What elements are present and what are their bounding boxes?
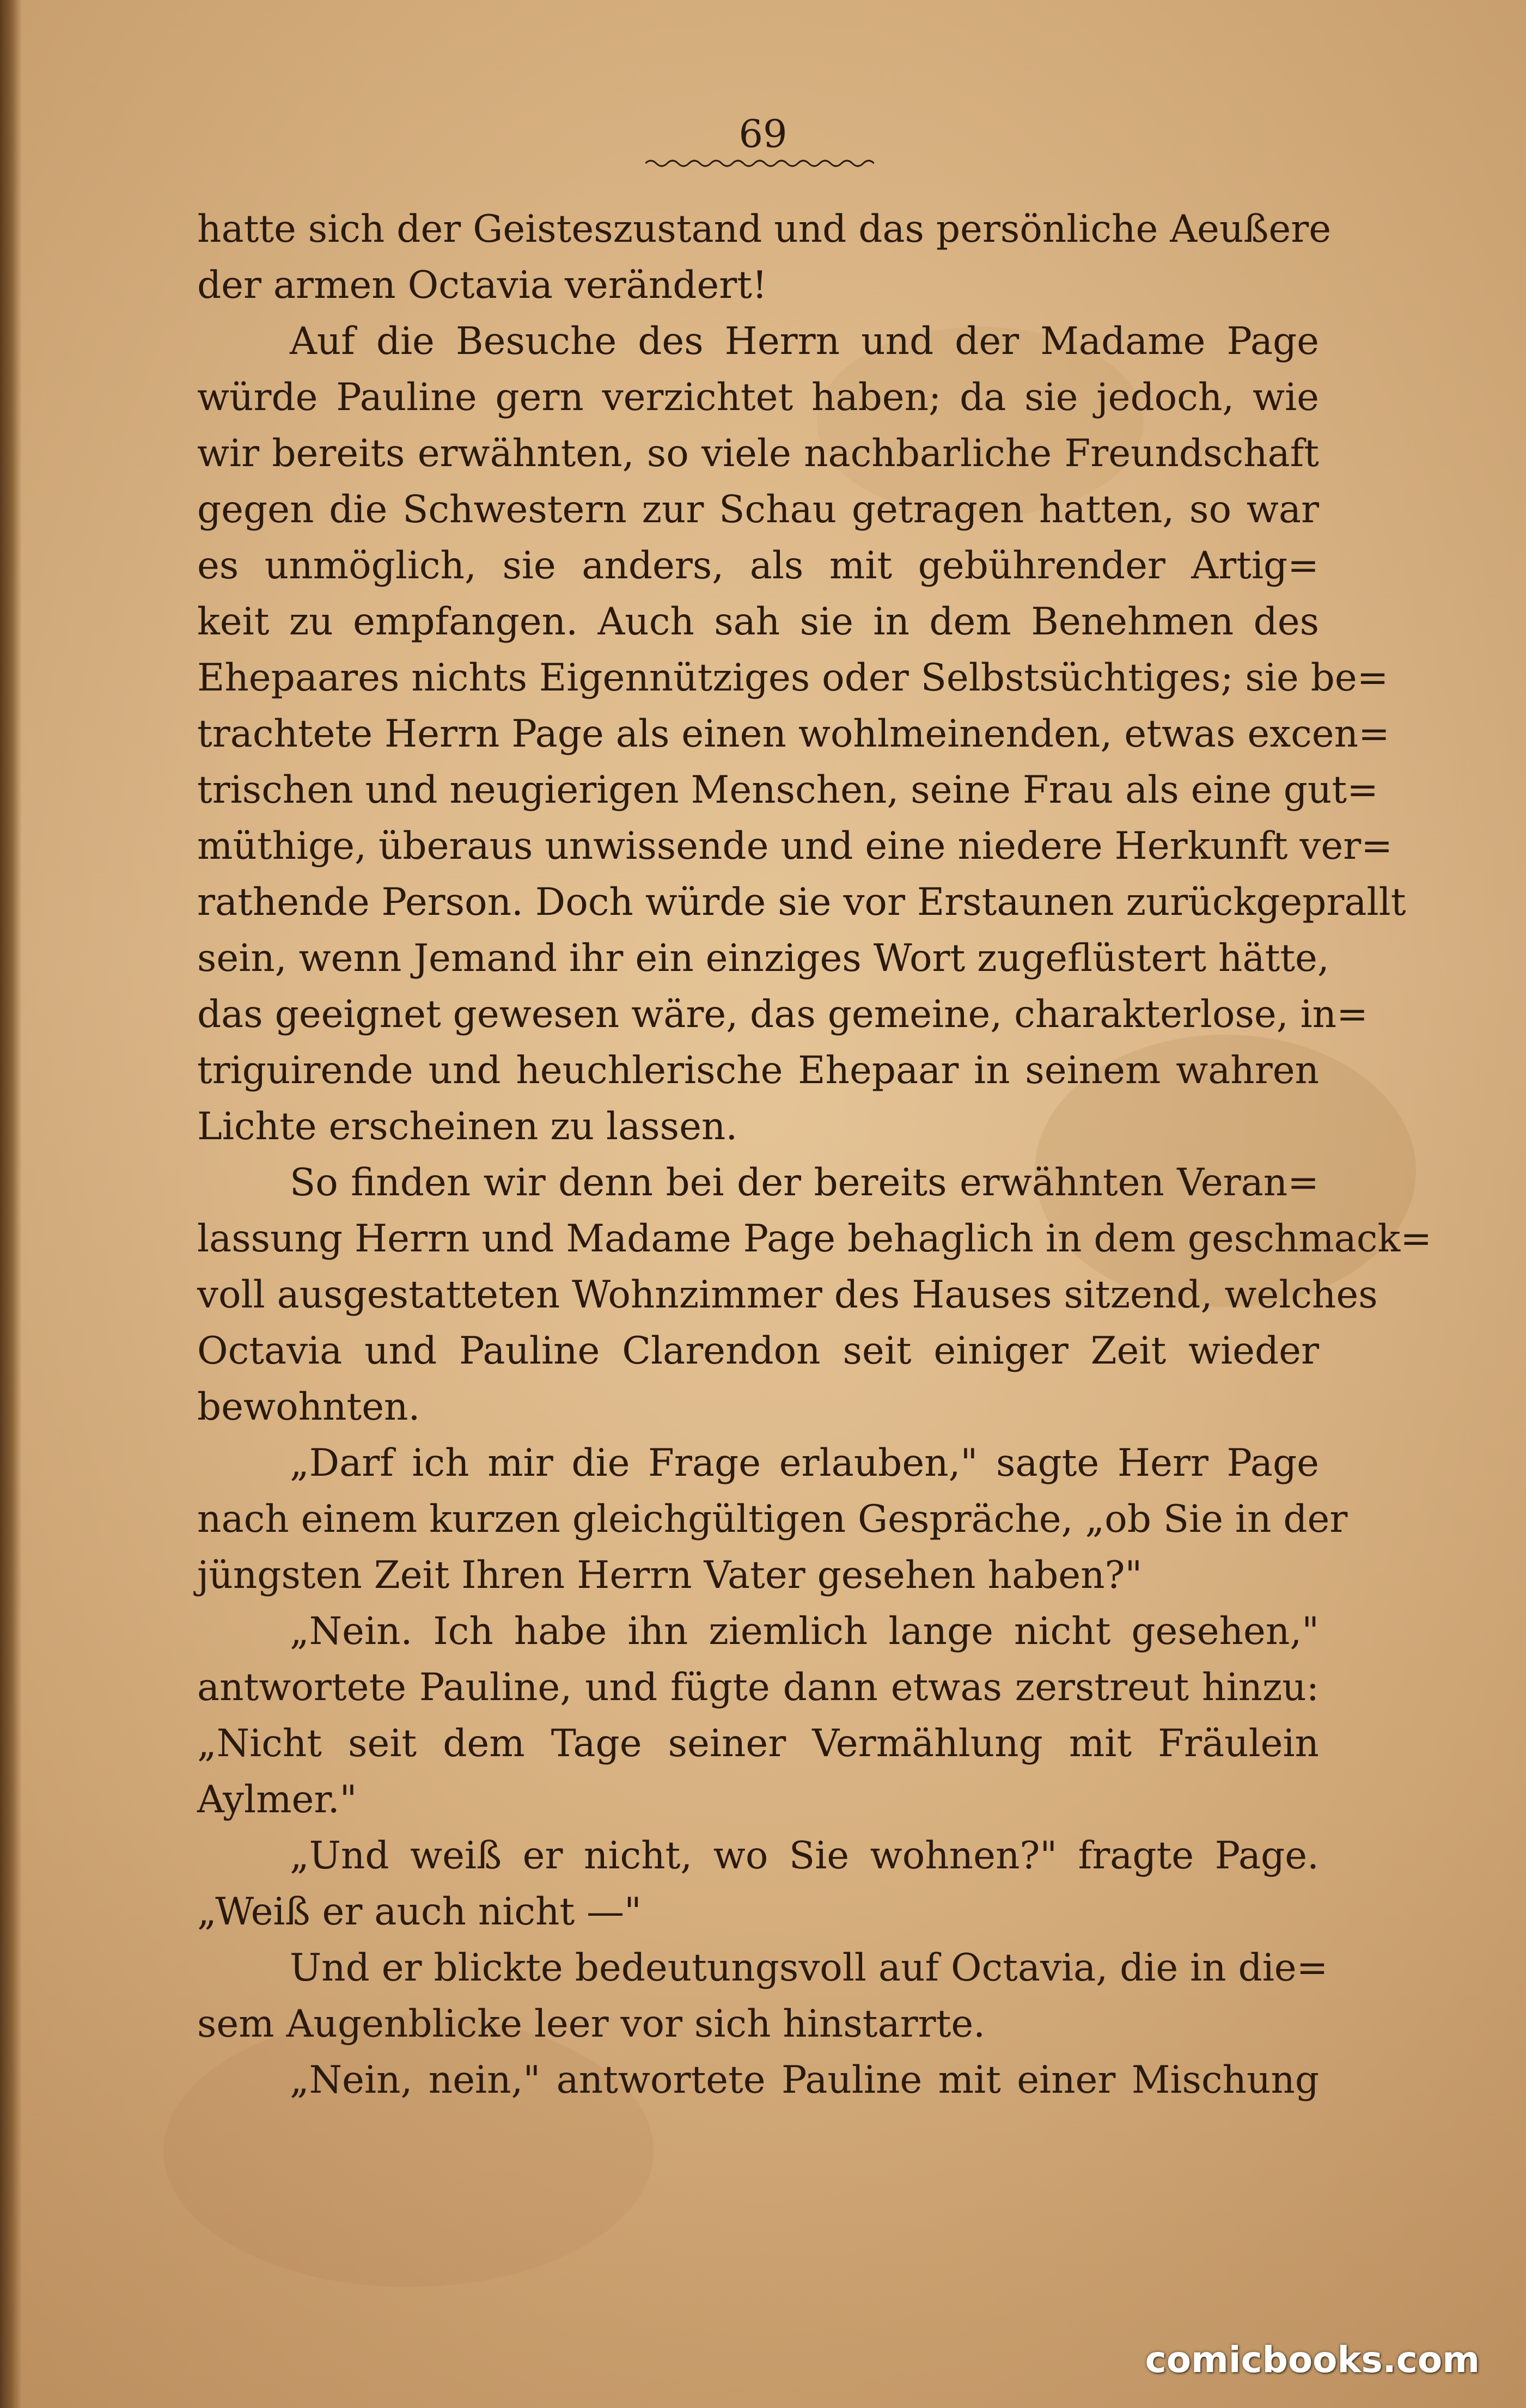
text-line: jüngsten Zeit Ihren Herrn Vater gesehen haben?" bbox=[197, 1554, 1143, 1597]
text-line: antwortete Pauline, und fügte dann etwas zerstreut hinzu: bbox=[197, 1666, 1319, 1709]
text-line: bewohnten. bbox=[197, 1385, 420, 1429]
text-line: Aylmer." bbox=[197, 1778, 357, 1822]
text-line: nach einem kurzen gleichgültigen Gespräche, „ob Sie in der bbox=[197, 1498, 1348, 1541]
text-line: triguirende und heuchlerische Ehepaar in seinem wahren bbox=[197, 1049, 1319, 1092]
text-line: „Weiß er auch nicht —" bbox=[197, 1890, 642, 1934]
text-line: trischen und neugierigen Menschen, seine Frau als eine gut= bbox=[197, 768, 1378, 812]
site-watermark: comicbooks.com bbox=[1145, 2339, 1480, 2381]
body-text bbox=[197, 201, 1432, 2108]
text-line: hatte sich der Geisteszustand und das persönliche Aeußere bbox=[197, 207, 1332, 251]
text-line: „Nicht seit dem Tage seiner Vermählung mit Fräulein bbox=[197, 1722, 1319, 1765]
text-line: lassung Herrn und Madame Page behaglich in dem geschmack= bbox=[197, 1217, 1432, 1261]
text-line: sein, wenn Jemand ihr ein einziges Wort zugeflüstert hätte, bbox=[197, 937, 1329, 980]
text-line: „Nein, nein," antwortete Pauline mit einer Mischung bbox=[290, 2058, 1319, 2102]
text-line: gegen die Schwestern zur Schau getragen hatten, so war bbox=[197, 488, 1319, 531]
page-left-edge-shadow bbox=[0, 0, 22, 2408]
wavy-rule-ornament bbox=[645, 155, 874, 172]
text-line: Auf die Besuche des Herrn und der Madame Page bbox=[290, 320, 1319, 363]
text-line: der armen Octavia verändert! bbox=[197, 264, 767, 307]
text-line: Und er blickte bedeutungsvoll auf Octavia, die in die= bbox=[290, 1946, 1328, 1990]
text-line: das geeignet gewesen wäre, das gemeine, charakterlose, in= bbox=[197, 993, 1368, 1036]
text-line: trachtete Herrn Page als einen wohlmeinenden, etwas excen= bbox=[197, 712, 1390, 756]
text-line: keit zu empfangen. Auch sah sie in dem Benehmen des bbox=[197, 600, 1319, 644]
text-line: „Darf ich mir die Frage erlauben," sagte Herr Page bbox=[290, 1441, 1319, 1485]
text-line: voll ausgestatteten Wohnzimmer des Hauses sitzend, welches bbox=[197, 1273, 1378, 1317]
text-line: Octavia und Pauline Clarendon seit einiger Zeit wieder bbox=[197, 1329, 1319, 1373]
text-line: Lichte erscheinen zu lassen. bbox=[197, 1105, 738, 1148]
text-line: „Nein. Ich habe ihn ziemlich lange nicht gesehen," bbox=[290, 1610, 1319, 1653]
text-line: Ehepaares nichts Eigennütziges oder Selbstsüchtiges; sie be= bbox=[197, 656, 1389, 700]
text-line: So finden wir denn bei der bereits erwähnten Veran= bbox=[290, 1161, 1319, 1205]
text-line: es unmöglich, sie anders, als mit gebührender Artig= bbox=[197, 544, 1319, 588]
text-line: müthige, überaus unwissende und eine niedere Herkunft ver= bbox=[197, 824, 1393, 868]
text-line: wir bereits erwähnten, so viele nachbarliche Freundschaft bbox=[197, 432, 1319, 475]
text-line: rathende Person. Doch würde sie vor Erstaunen zurückgeprallt bbox=[197, 881, 1406, 924]
text-line: würde Pauline gern verzichtet haben; da sie jedoch, wie bbox=[197, 376, 1319, 419]
page-number: 69 bbox=[738, 112, 788, 156]
text-line: „Und weiß er nicht, wo Sie wohnen?" fragte Page. bbox=[290, 1834, 1319, 1878]
text-line: sem Augenblicke leer vor sich hinstarrte. bbox=[197, 2002, 986, 2046]
